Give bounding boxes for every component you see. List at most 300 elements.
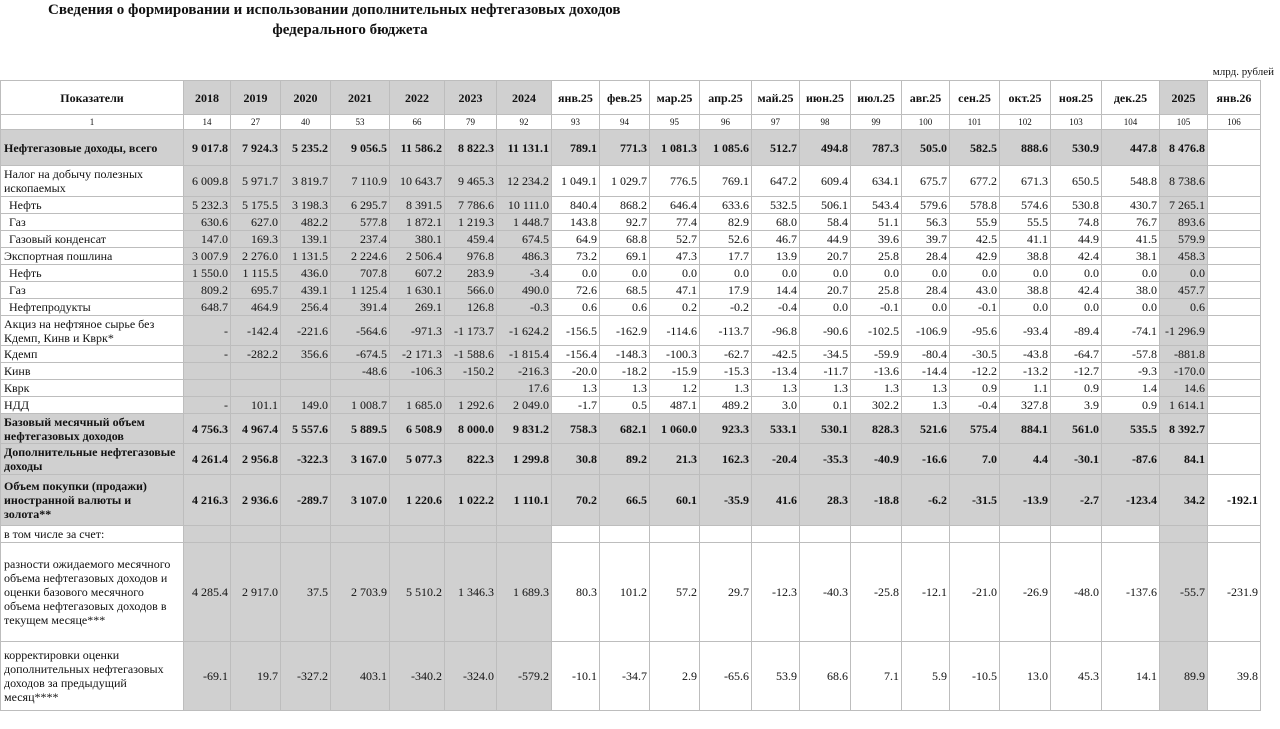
value-cell: 8 822.3 [445,130,497,166]
column-index-cell: 14 [184,115,231,130]
value-cell: -80.4 [902,346,950,363]
value-cell: 29.7 [700,543,752,642]
value-cell: 630.6 [184,214,231,231]
value-cell: 25.8 [851,248,902,265]
value-cell: 37.5 [281,543,331,642]
value-cell: 5 077.3 [390,444,445,475]
value-cell: -14.4 [902,363,950,380]
value-cell: 1 630.1 [390,282,445,299]
value-cell: -48.6 [331,363,390,380]
value-cell: 39.6 [851,231,902,248]
value-cell: 512.7 [752,130,800,166]
value-cell: 42.4 [1051,282,1102,299]
row-label: Экспортная пошлина [1,248,184,265]
value-cell: 0.0 [800,299,851,316]
value-cell: -150.2 [445,363,497,380]
value-cell: -1 588.6 [445,346,497,363]
value-cell: 0.0 [902,299,950,316]
value-cell: 9 465.3 [445,166,497,197]
table-row [1,346,1261,363]
value-cell: -216.3 [497,363,552,380]
value-cell: -2.7 [1051,475,1102,526]
column-index-cell: 106 [1208,115,1261,130]
table-row [1,444,1261,475]
value-cell [1208,397,1261,414]
value-cell [390,526,445,543]
value-cell: 1 685.0 [390,397,445,414]
value-cell: 53.9 [752,642,800,711]
column-header: июн.25 [800,81,851,115]
value-cell [445,526,497,543]
value-cell: 3.0 [752,397,800,414]
value-cell: 3 107.0 [331,475,390,526]
value-cell: 51.1 [851,214,902,231]
value-cell: -10.1 [552,642,600,711]
value-cell [1208,363,1261,380]
value-cell: 1 689.3 [497,543,552,642]
value-cell: 17.6 [497,380,552,397]
value-cell [950,526,1000,543]
value-cell: 976.8 [445,248,497,265]
column-header: окт.25 [1000,81,1051,115]
value-cell: 8 391.5 [390,197,445,214]
value-cell [1208,299,1261,316]
value-cell: -10.5 [950,642,1000,711]
value-cell: -20.4 [752,444,800,475]
value-cell: 17.7 [700,248,752,265]
value-cell: -322.3 [281,444,331,475]
value-cell: 543.4 [851,197,902,214]
table-row [1,231,1261,248]
value-cell: 57.2 [650,543,700,642]
column-index-cell: 101 [950,115,1000,130]
value-cell: 19.7 [231,642,281,711]
value-cell: 436.0 [281,265,331,282]
column-header: 2021 [331,81,390,115]
value-cell: 439.1 [281,282,331,299]
value-cell: -12.2 [950,363,1000,380]
value-cell [390,380,445,397]
value-cell: - [184,397,231,414]
data-table [0,80,1261,711]
value-cell: 868.2 [600,197,650,214]
value-cell: 0.6 [600,299,650,316]
value-cell: 0.0 [1102,299,1160,316]
column-index-cell: 97 [752,115,800,130]
column-header: 2020 [281,81,331,115]
column-index-row [1,115,1261,130]
value-cell: 535.5 [1102,414,1160,444]
value-cell: 4 285.4 [184,543,231,642]
value-cell: 2.9 [650,642,700,711]
value-cell: 20.7 [800,282,851,299]
column-index-cell: 102 [1000,115,1051,130]
value-cell [184,363,231,380]
value-cell: 521.6 [902,414,950,444]
table-row [1,397,1261,414]
value-cell: 0.0 [752,265,800,282]
value-cell: -579.2 [497,642,552,711]
row-label: разности ожидаемого месячного объема нефтегазовых доходов и оценки базового месячного объема нефтегазовых доходов в текущем месяце*** [1,543,184,642]
value-cell [552,526,600,543]
value-cell: 47.1 [650,282,700,299]
value-cell [1208,265,1261,282]
value-cell: 256.4 [281,299,331,316]
value-cell: 582.5 [950,130,1000,166]
value-cell: -0.4 [950,397,1000,414]
value-cell: 1 081.3 [650,130,700,166]
row-label: Кинв [1,363,184,380]
value-cell: -9.3 [1102,363,1160,380]
value-cell: 490.0 [497,282,552,299]
column-header: мар.25 [650,81,700,115]
value-cell: 8 000.0 [445,414,497,444]
value-cell: -57.8 [1102,346,1160,363]
value-cell: -35.3 [800,444,851,475]
value-cell: -74.1 [1102,316,1160,346]
column-header: ноя.25 [1051,81,1102,115]
value-cell: -35.9 [700,475,752,526]
value-cell: 0.6 [552,299,600,316]
value-cell: 1.3 [902,380,950,397]
row-label: Нефть [1,197,184,214]
value-cell: 38.0 [1102,282,1160,299]
value-cell: -0.3 [497,299,552,316]
value-cell: 403.1 [331,642,390,711]
value-cell: 2 506.4 [390,248,445,265]
value-cell: -1 815.4 [497,346,552,363]
value-cell: 647.2 [752,166,800,197]
value-cell: 52.6 [700,231,752,248]
value-cell: -30.1 [1051,444,1102,475]
value-cell: -13.4 [752,363,800,380]
value-cell: 11 131.1 [497,130,552,166]
value-cell: 579.9 [1160,231,1208,248]
value-cell: 1.3 [902,397,950,414]
column-header: авг.25 [902,81,950,115]
value-cell: 101.2 [600,543,650,642]
value-cell: 38.1 [1102,248,1160,265]
value-cell: 380.1 [390,231,445,248]
value-cell: 787.3 [851,130,902,166]
column-index-cell: 27 [231,115,281,130]
value-cell: 3 007.9 [184,248,231,265]
value-cell [331,380,390,397]
value-cell: -156.5 [552,316,600,346]
value-cell: -564.6 [331,316,390,346]
value-cell: -62.7 [700,346,752,363]
value-cell: 671.3 [1000,166,1051,197]
row-label: Газ [1,214,184,231]
value-cell: 566.0 [445,282,497,299]
value-cell: -170.0 [1160,363,1208,380]
value-cell: 1 110.1 [497,475,552,526]
value-cell: -162.9 [600,316,650,346]
value-cell: -59.9 [851,346,902,363]
column-header: июл.25 [851,81,902,115]
value-cell: 2 276.0 [231,248,281,265]
value-cell [331,526,390,543]
value-cell: 92.7 [600,214,650,231]
value-cell: 506.1 [800,197,851,214]
value-cell: 828.3 [851,414,902,444]
value-cell: -327.2 [281,642,331,711]
value-cell: 494.8 [800,130,851,166]
value-cell: 60.1 [650,475,700,526]
value-cell: 4 756.3 [184,414,231,444]
value-cell: 0.0 [700,265,752,282]
value-cell: 143.8 [552,214,600,231]
value-cell: 1 872.1 [390,214,445,231]
value-cell: 76.7 [1102,214,1160,231]
value-cell: 707.8 [331,265,390,282]
value-cell: 47.3 [650,248,700,265]
value-cell: -221.6 [281,316,331,346]
unit-label: млрд. рублей [1212,66,1274,78]
value-cell: 893.6 [1160,214,1208,231]
value-cell: 0.0 [851,265,902,282]
value-cell: 0.0 [902,265,950,282]
value-cell: 2 917.0 [231,543,281,642]
value-cell: 530.1 [800,414,851,444]
row-label: Объем покупки (продажи) иностранной валюты и золота** [1,475,184,526]
column-index-cell: 66 [390,115,445,130]
column-header: 2023 [445,81,497,115]
value-cell: 13.0 [1000,642,1051,711]
value-cell: 13.9 [752,248,800,265]
column-header: май.25 [752,81,800,115]
column-index-cell: 99 [851,115,902,130]
value-cell: -289.7 [281,475,331,526]
value-cell: 0.1 [800,397,851,414]
value-cell: -93.4 [1000,316,1051,346]
column-header-indicators: Показатели [1,81,184,115]
row-label: Нефтегазовые доходы, всего [1,130,184,166]
value-cell: 7 924.3 [231,130,281,166]
value-cell: 147.0 [184,231,231,248]
value-cell: 10 643.7 [390,166,445,197]
value-cell: -156.4 [552,346,600,363]
column-index-cell: 105 [1160,115,1208,130]
value-cell [752,526,800,543]
value-cell: -106.9 [902,316,950,346]
value-cell [650,526,700,543]
row-label: корректировки оценки дополнительных нефтегазовых доходов за предыдущий месяц**** [1,642,184,711]
value-cell [231,526,281,543]
value-cell: 574.6 [1000,197,1051,214]
value-cell: 20.7 [800,248,851,265]
value-cell: -18.8 [851,475,902,526]
value-cell: 66.5 [600,475,650,526]
value-cell: 1 125.4 [331,282,390,299]
column-header: 2019 [231,81,281,115]
column-header: 2024 [497,81,552,115]
value-cell: 41.5 [1102,231,1160,248]
value-cell [1208,380,1261,397]
table-row [1,642,1261,711]
column-header: янв.25 [552,81,600,115]
column-index-cell: 100 [902,115,950,130]
value-cell: 1.3 [800,380,851,397]
value-cell: 577.8 [331,214,390,231]
value-cell: 302.2 [851,397,902,414]
value-cell: 1 292.6 [445,397,497,414]
value-cell: 3 198.3 [281,197,331,214]
value-cell: -137.6 [1102,543,1160,642]
value-cell: 2 049.0 [497,397,552,414]
value-cell: 464.9 [231,299,281,316]
value-cell: -65.6 [700,642,752,711]
value-cell: 430.7 [1102,197,1160,214]
value-cell: 1 448.7 [497,214,552,231]
report-title [0,0,700,62]
row-label: НДД [1,397,184,414]
value-cell: 64.9 [552,231,600,248]
value-cell: -95.6 [950,316,1000,346]
value-cell: 7 110.9 [331,166,390,197]
value-cell: 1.3 [600,380,650,397]
value-cell: 101.1 [231,397,281,414]
table-row [1,197,1261,214]
value-cell: -30.5 [950,346,1000,363]
table-row [1,475,1261,526]
value-cell: 68.6 [800,642,851,711]
value-cell: 41.6 [752,475,800,526]
value-cell: 5 175.5 [231,197,281,214]
value-cell: 8 738.6 [1160,166,1208,197]
value-cell: -282.2 [231,346,281,363]
value-cell: -881.8 [1160,346,1208,363]
value-cell: 46.7 [752,231,800,248]
value-cell: 0.0 [1000,299,1051,316]
value-cell: 1.3 [552,380,600,397]
value-cell: - [184,316,231,346]
value-cell: -1 173.7 [445,316,497,346]
value-cell: 695.7 [231,282,281,299]
value-cell: 7 265.1 [1160,197,1208,214]
value-cell: 2 224.6 [331,248,390,265]
row-label: Дополнительные нефтегазовые доходы [1,444,184,475]
value-cell: 8 392.7 [1160,414,1208,444]
value-cell: 0.6 [1160,299,1208,316]
column-index-cell: 40 [281,115,331,130]
value-cell: -16.6 [902,444,950,475]
value-cell: 633.6 [700,197,752,214]
value-cell: 505.0 [902,130,950,166]
value-cell: 21.3 [650,444,700,475]
value-cell [231,363,281,380]
value-cell: -42.5 [752,346,800,363]
value-cell: 5 232.3 [184,197,231,214]
header-row [1,81,1261,115]
value-cell: 68.8 [600,231,650,248]
value-cell: -55.7 [1160,543,1208,642]
value-cell: 68.0 [752,214,800,231]
value-cell: 1 614.1 [1160,397,1208,414]
value-cell: 1 022.2 [445,475,497,526]
value-cell: 0.0 [1160,265,1208,282]
value-cell: 89.9 [1160,642,1208,711]
value-cell: 12 234.2 [497,166,552,197]
value-cell: 69.1 [600,248,650,265]
value-cell: -20.0 [552,363,600,380]
value-cell [1208,316,1261,346]
value-cell: 39.7 [902,231,950,248]
column-index-cell: 92 [497,115,552,130]
value-cell: 139.1 [281,231,331,248]
value-cell: 677.2 [950,166,1000,197]
value-cell: 126.8 [445,299,497,316]
value-cell: 1.2 [650,380,700,397]
value-cell: 3.9 [1051,397,1102,414]
value-cell: 646.4 [650,197,700,214]
table-row [1,282,1261,299]
value-cell: -89.4 [1051,316,1102,346]
table-row [1,316,1261,346]
row-label: Кврк [1,380,184,397]
table-row [1,543,1261,642]
value-cell: 283.9 [445,265,497,282]
value-cell: 0.2 [650,299,700,316]
row-label: Нефтепродукты [1,299,184,316]
value-cell: 42.9 [950,248,1000,265]
value-cell: 607.2 [390,265,445,282]
value-cell: -1.7 [552,397,600,414]
value-cell: 72.6 [552,282,600,299]
value-cell: 0.0 [1051,265,1102,282]
column-index-cell: 93 [552,115,600,130]
value-cell: 356.6 [281,346,331,363]
value-cell: 923.3 [700,414,752,444]
value-cell: -114.6 [650,316,700,346]
value-cell: 1 008.7 [331,397,390,414]
value-cell: 14.1 [1102,642,1160,711]
value-cell: 84.1 [1160,444,1208,475]
value-cell: 457.7 [1160,282,1208,299]
value-cell: 486.3 [497,248,552,265]
value-cell: 45.3 [1051,642,1102,711]
title-line-1: Сведения о формировании и использовании дополнительных нефтегазовых доходов [48,2,621,18]
value-cell: -18.2 [600,363,650,380]
value-cell: - [184,346,231,363]
value-cell: 10 111.0 [497,197,552,214]
value-cell: 17.9 [700,282,752,299]
value-cell: -1 624.2 [497,316,552,346]
value-cell: -43.8 [1000,346,1051,363]
value-cell: -40.9 [851,444,902,475]
row-label: Налог на добычу полезных ископаемых [1,166,184,197]
value-cell: 575.4 [950,414,1000,444]
value-cell: 34.2 [1160,475,1208,526]
column-header: сен.25 [950,81,1000,115]
row-label: Нефть [1,265,184,282]
value-cell: 4 967.4 [231,414,281,444]
value-cell: 42.4 [1051,248,1102,265]
value-cell: 4 261.4 [184,444,231,475]
value-cell: -142.4 [231,316,281,346]
table-row [1,248,1261,265]
value-cell: 58.4 [800,214,851,231]
value-cell: 1 049.1 [552,166,600,197]
value-cell: -34.5 [800,346,851,363]
value-cell: 14.4 [752,282,800,299]
value-cell: 1.3 [851,380,902,397]
value-cell: -6.2 [902,475,950,526]
value-cell: 530.9 [1051,130,1102,166]
value-cell: -100.3 [650,346,700,363]
value-cell: 2 703.9 [331,543,390,642]
value-cell: -0.2 [700,299,752,316]
